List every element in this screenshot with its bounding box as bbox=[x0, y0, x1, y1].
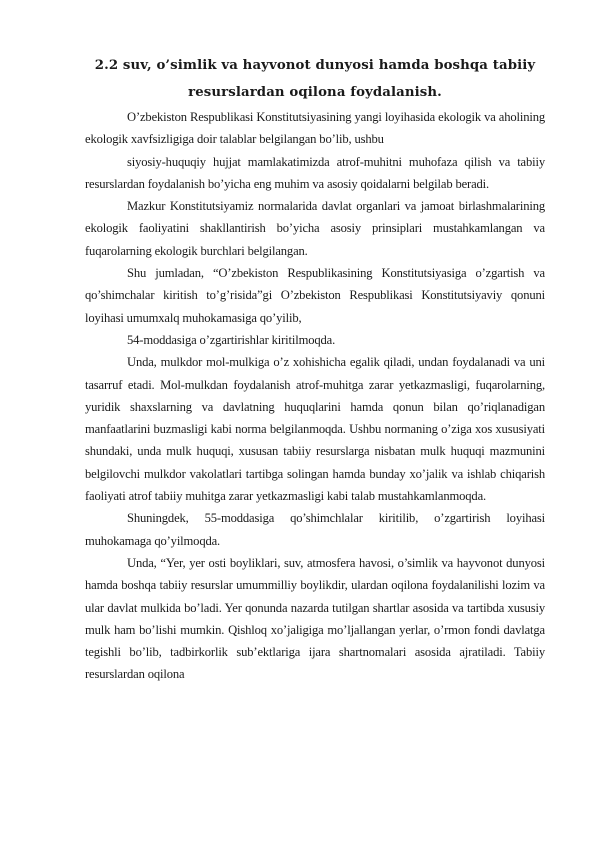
paragraph-1: O’zbekiston Respublikasi Konstitutsiyasining yangi loyihasida ekologik va aholining ekologik xavfsizligiga doir talablar belgilangan bo’lib, ushbu bbox=[85, 110, 545, 147]
paragraph-4: Shu jumladan, “O’zbekiston Respublikasining Konstitutsiyasiga o’zgartish va qo’shimchalar kiritish to’g’risida”gi O’zbekiston Respublikasi Konstitutsiyaviy qonuni loyihasi umumxalq muhokamasiga qo’yilib, bbox=[85, 266, 545, 325]
paragraph-8: Unda, “Yer, yer osti boyliklari, suv, atmosfera havosi, o’simlik va hayvonot dunyosi hamda boshqa tabiiy resurslar umummilliy boylikdir, ulardan oqilona foydalanilishi lozim va ular davlat mulkida bo’ladi. Yer qonunda nazarda tutilgan shartlar asosida va tartibda xususiy mulk ham bo’lishi mumkin. Qishloq xo’jaligiga mo’ljallangan yerlar, o’rmon fondi davlatga tegishli bo’lib, tadbirkorlik sub’ektlariga ijara shartnomalari asosida ajratiladi. Tabiiy resurslardan oqilona bbox=[85, 555, 545, 682]
paragraph-5: 54-moddasiga o’zgartirishlar kiritilmoqda. bbox=[127, 332, 336, 347]
paragraph-7: Shuningdek, 55-moddasiga qo’shimchlalar kiritilib, o’zgartirish loyihasi muhokamaga qo’yilmoqda. bbox=[85, 511, 545, 548]
paragraph-2: siyosiy-huquqiy hujjat mamlakatimizda atrof-muhitni muhofaza qilish va tabiiy resurslardan foydalanish bo’yicha eng muhim va asosiy qoidalarni belgilab beradi. bbox=[85, 154, 545, 191]
paragraph-6: Unda, mulkdor mol-mulkiga o’z xohishicha egalik qiladi, undan foydalanadi va uni tasarruf etadi. Mol-mulkdan foydalanish atrof-muhitga zarar yetkazmasligi, fuqarolarning, yuridik shaxslarning va davlatning huquqlarini hamda qonun bilan qo’riqlanadigan manfaatlarini buzmasligi kabi norma belgilanmoqda. Ushbu normaning o’ziga xos xususiyati shundaki, unda mulk huquqi, xususan tabiiy resurslarga nisbatan mulk huquqi mazmunini belgilovchi mulkdor vakolatlari tartibga solingan hamda bunday xo’jalik va ishlab chiqarish faoliyati atrof tabiiy muhitga zarar yetkazmasligi kabi talab mustahkamlanmoqda. bbox=[85, 355, 545, 504]
document-page bbox=[85, 52, 545, 686]
paragraph-3: Mazkur Konstitutsiyamiz normalarida davlat organlari va jamoat birlashmalarining ekologik faoliyatini shakllantirish bo’yicha asosiy prinsiplari mustahkamlangan va fuqarolarning ekologik burchlari belgilangan. bbox=[85, 199, 545, 258]
section-heading: 2.2 suv, o’simlik va hayvonot dunyosi hamda boshqa tabiiy resurslardan oqilona foydalanish. bbox=[94, 58, 536, 100]
